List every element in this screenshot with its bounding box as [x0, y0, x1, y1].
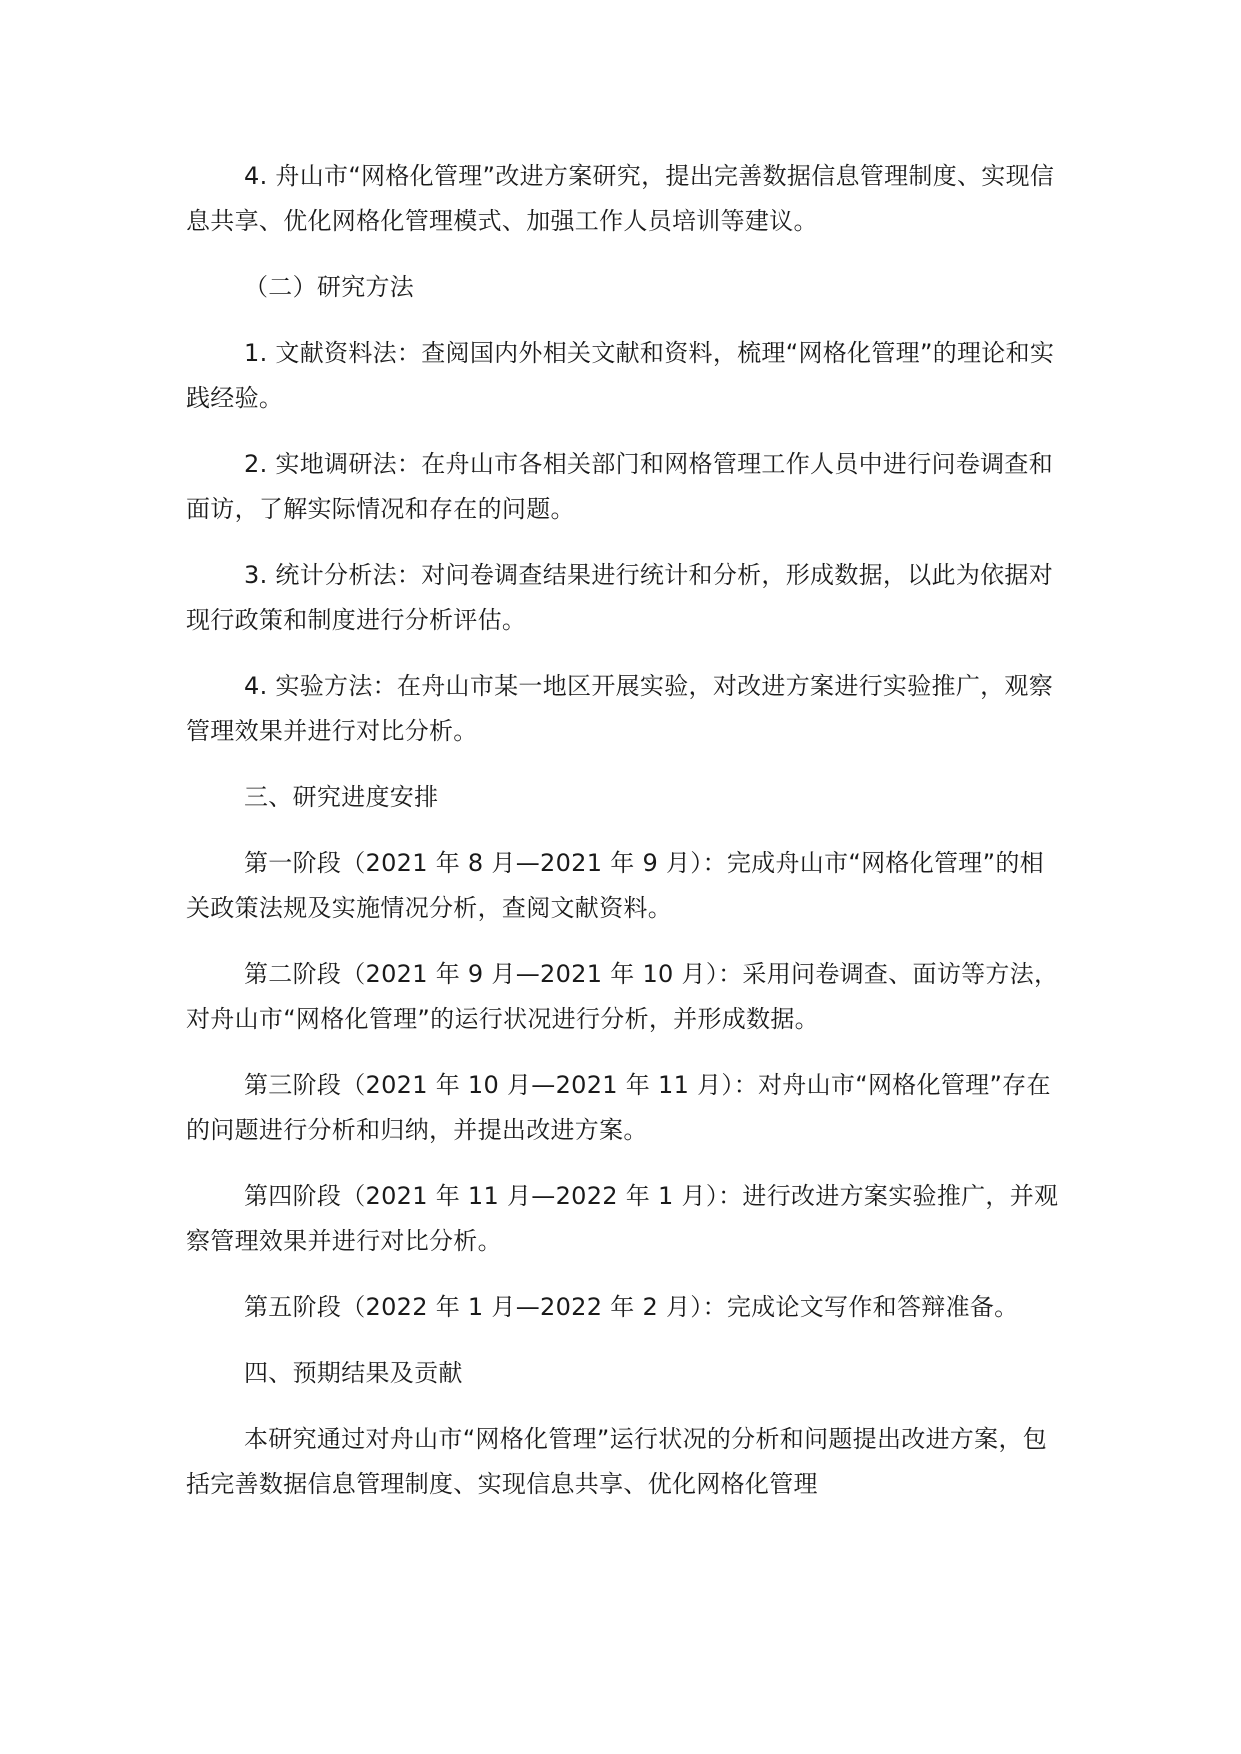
paragraph-phase-one: 第一阶段（2021 年 8 月—2021 年 9 月）：完成舟山市“网格化管理”的相关政策法规及实施情况分析，查阅文献资料。 [186, 849, 1044, 922]
paragraph-phase-four: 第四阶段（2021 年 11 月—2022 年 1 月）：进行改进方案实验推广，并观察管理效果并进行对比分析。 [186, 1182, 1059, 1255]
heading-research-methods: （二）研究方法 [244, 273, 415, 301]
paragraph-phase-two: 第二阶段（2021 年 9 月—2021 年 10 月）：采用问卷调查、面访等方法，对舟山市“网格化管理”的运行状况进行分析，并形成数据。 [186, 960, 1059, 1033]
paragraph-statistical-method: 3. 统计分析法：对问卷调查结果进行统计和分析，形成数据，以此为依据对现行政策和制度进行分析评估。 [186, 561, 1054, 634]
document-body [186, 154, 1066, 1528]
paragraph-phase-five: 第五阶段（2022 年 1 月—2022 年 2 月）：完成论文写作和答辩准备。 [244, 1293, 1019, 1321]
paragraph-phase-three: 第三阶段（2021 年 10 月—2021 年 11 月）：对舟山市“网格化管理”存在的问题进行分析和归纳，并提出改进方案。 [186, 1071, 1051, 1144]
heading-research-schedule: 三、研究进度安排 [244, 783, 439, 811]
paragraph-improvement-plan: 4. 舟山市“网格化管理”改进方案研究，提出完善数据信息管理制度、实现信息共享、优化网格化管理模式、加强工作人员培训等建议。 [186, 162, 1055, 235]
paragraph-literature-method: 1. 文献资料法：查阅国内外相关文献和资料，梳理“网格化管理”的理论和实践经验。 [186, 339, 1055, 412]
paragraph-experimental-method: 4. 实验方法：在舟山市某一地区开展实验，对改进方案进行实验推广，观察管理效果并进行对比分析。 [186, 672, 1054, 745]
heading-expected-results: 四、预期结果及贡献 [244, 1359, 463, 1387]
paragraph-expected-results: 本研究通过对舟山市“网格化管理”运行状况的分析和问题提出改进方案，包括完善数据信息管理制度、实现信息共享、优化网格化管理 [186, 1425, 1048, 1498]
paragraph-field-research-method: 2. 实地调研法：在舟山市各相关部门和网格管理工作人员中进行问卷调查和面访，了解实际情况和存在的问题。 [186, 450, 1054, 523]
